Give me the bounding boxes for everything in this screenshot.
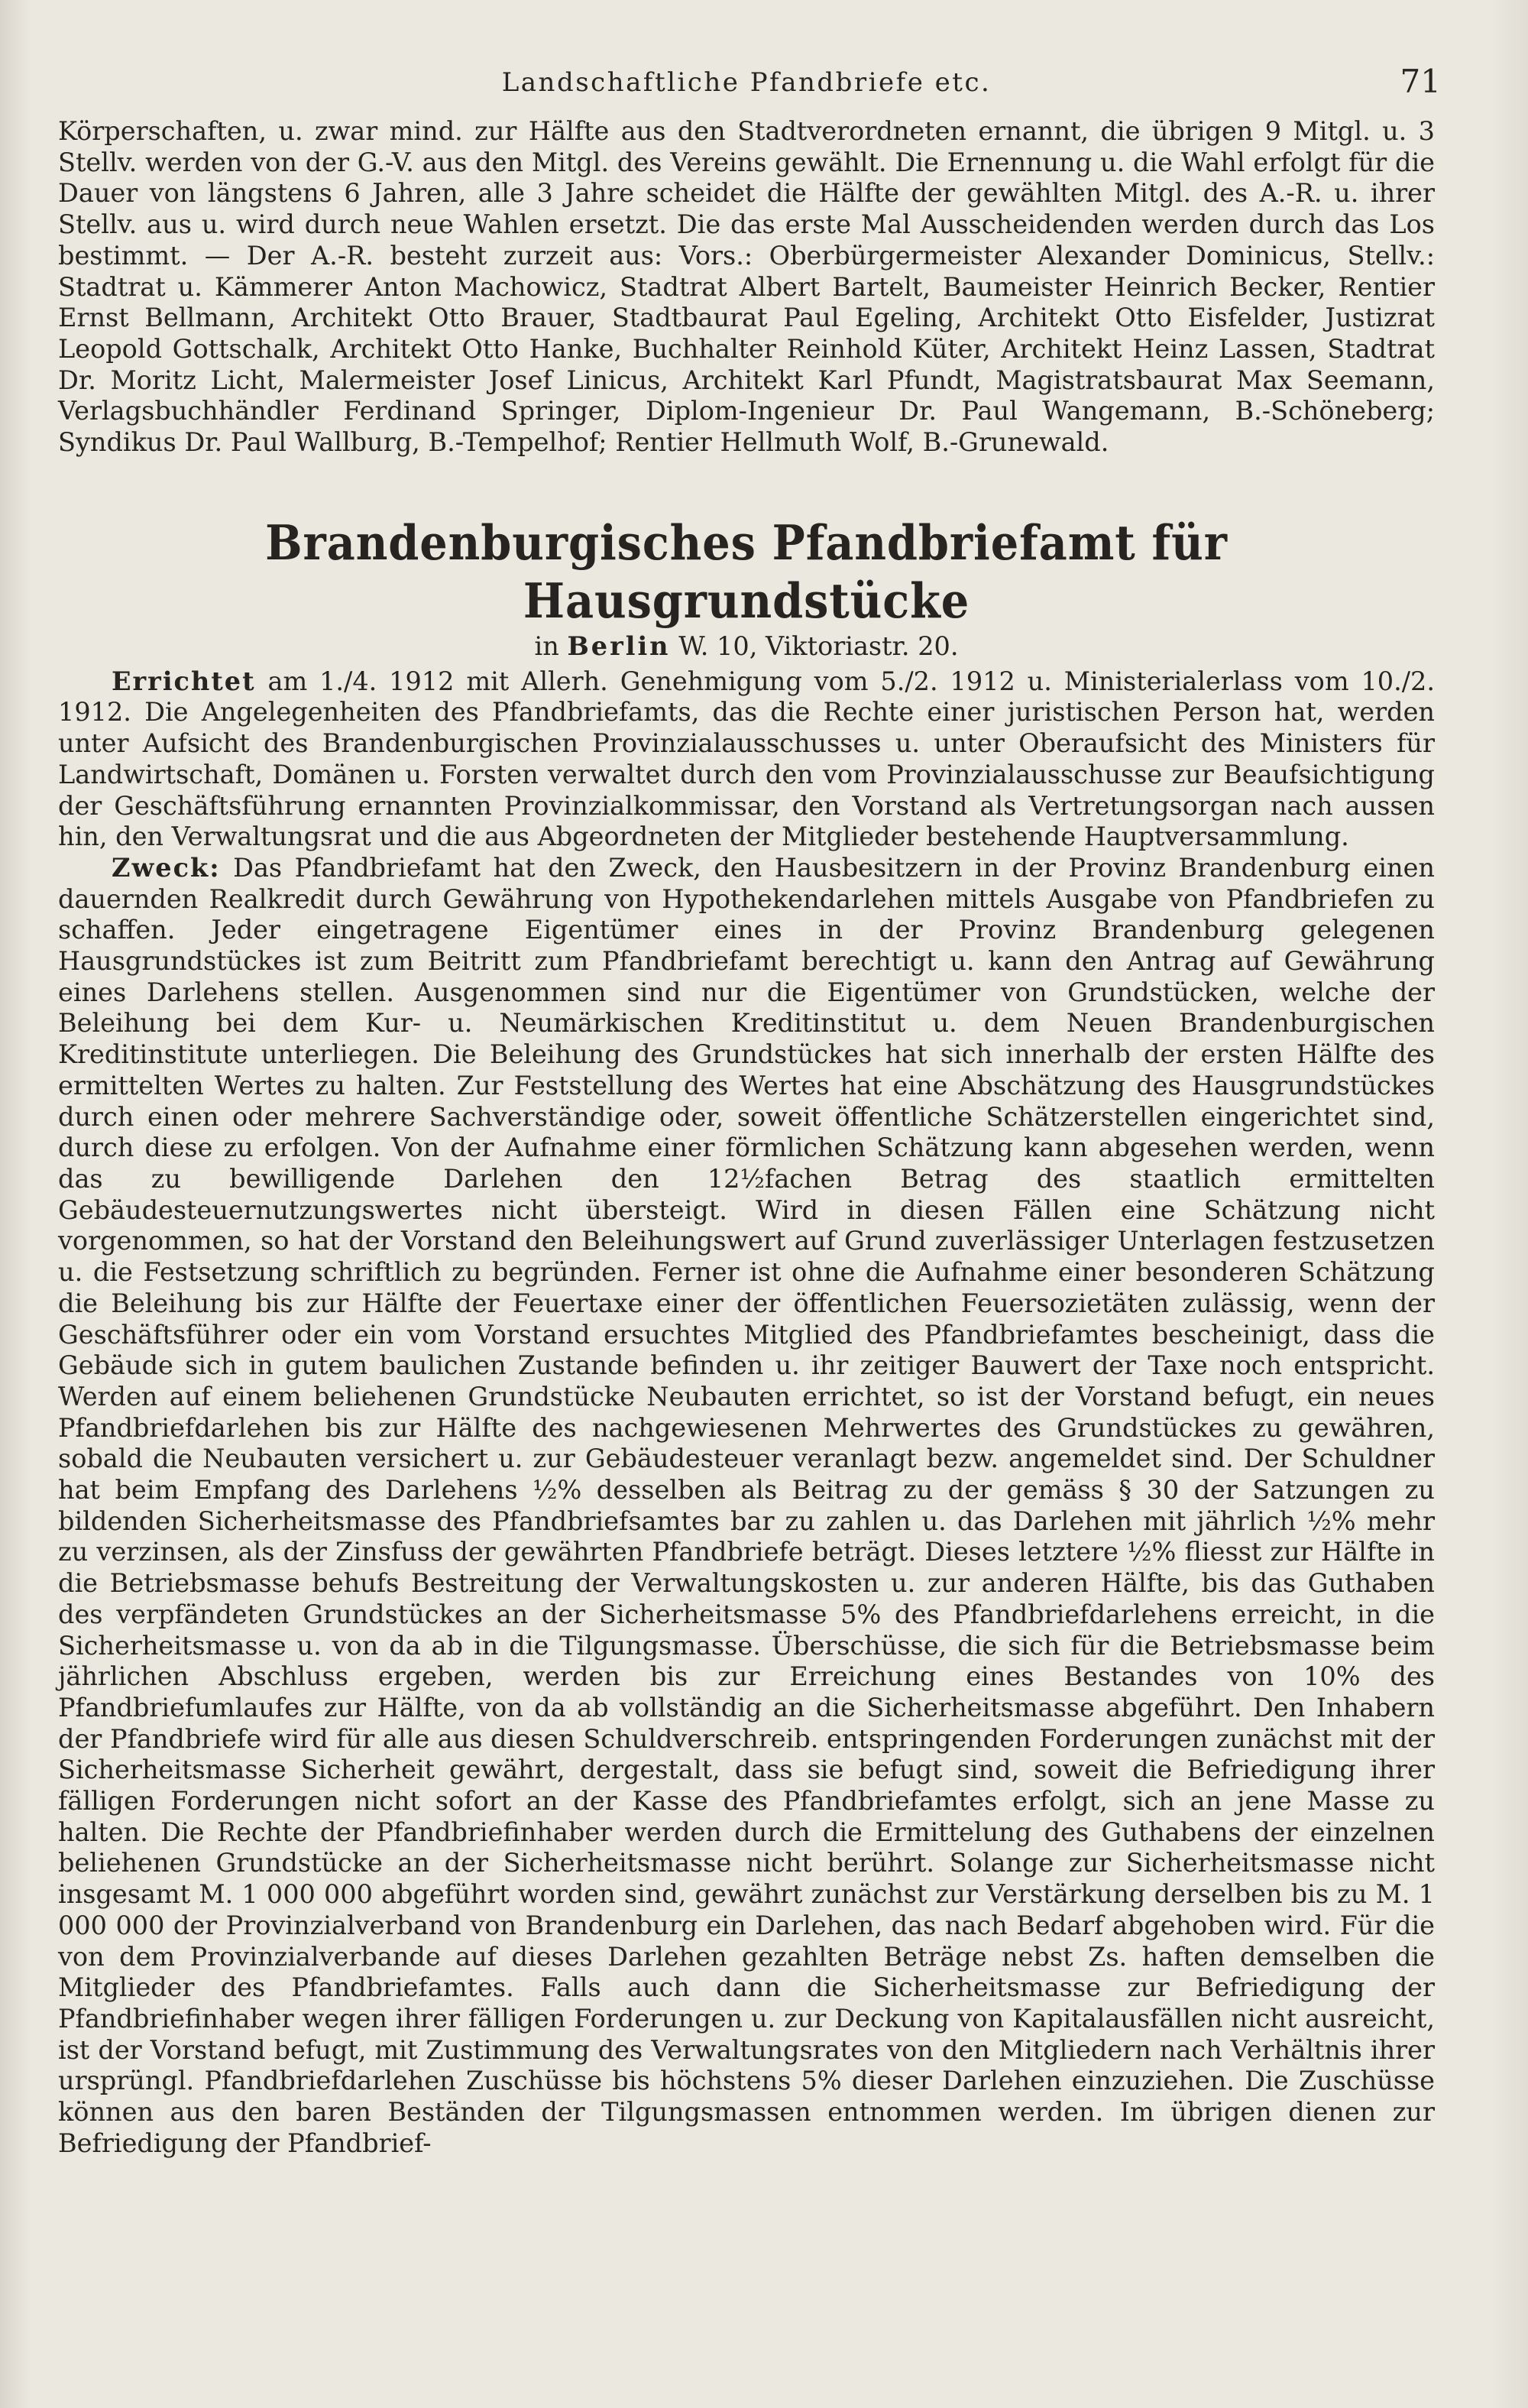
section-spacer [58, 459, 1435, 514]
zweck-label: Zweck: [112, 852, 221, 883]
errichtet-paragraph [58, 666, 1435, 853]
errichtet-label: Errichtet [112, 666, 256, 696]
section-location [58, 630, 1435, 663]
location-city: Berlin [567, 630, 671, 661]
intro-paragraph: Körperschaften, u. zwar mind. zur Hälfte aus den Stadtverordneten ernannt, die übrigen 9 Mitgl. u. 3 Stellv. werden von der G.-V. aus den Mitgl. des Vereins gewählt. Die Ernennung u. die Wahl erfolgt für die Dauer von längstens 6 Jahren, alle 3 Jahre scheidet die Hälfte der gewählten Mitgl. des A.-R. u. ihrer Stellv. aus u. wird durch neue Wahlen ersetzt. Die das erste Mal Ausscheidenden werden durch das Los bestimmt. — Der A.-R. besteht zurzeit aus: Vors.: Oberbürgermeister Alexander Dominicus, Stellv.: Stadtrat u. Kämmerer Anton Machowicz, Stadtrat Albert Bartelt, Baumeister Heinrich Becker, Rentier Ernst Bellmann, Architekt Otto Brauer, Stadtbaurat Paul Egeling, Architekt Otto Eisfelder, Justizrat Leopold Gottschalk, Architekt Otto Hanke, Buchhalter Reinhold Küter, Architekt Heinz Lassen, Stadtrat Dr. Moritz Licht, Malermeister Josef Linicus, Architekt Karl Pfundt, Magistratsbaurat Max Seemann, Verlagsbuchhändler Ferdinand Springer, Diplom-Ingenieur Dr. Paul Wangemann, B.-Schöneberg; Syndikus Dr. Paul Wallburg, B.-Tempelhof; Rentier Hellmuth Wolf, B.-Grunewald. [58, 116, 1435, 458]
location-address: W. 10, Viktoriastr. 20. [678, 630, 959, 661]
zweck-paragraph [58, 853, 1435, 2160]
location-prefix: in [534, 630, 559, 661]
running-title: Landschaftliche Pfandbriefe etc. [501, 67, 992, 98]
running-header [58, 63, 1441, 107]
section-title: Brandenburgisches Pfandbriefamt für Hausgrundstücke [265, 514, 1228, 629]
errichtet-text: am 1./4. 1912 mit Allerh. Genehmigung vom 5./2. 1912 u. Ministerialerlass vom 10./2. 1912. Die Angelegenheiten des Pfandbriefamts, das die Rechte einer juristischen Person hat, werden unter Aufsicht des Brandenburgischen Provinzialausschusses u. unter Oberaufsicht des Ministers für Landwirtschaft, Domänen u. Forsten verwaltet durch den vom Provinzialausschusse zur Beaufsichtigung der Geschäftsführung ernannten Provinzialkommissar, den Vorstand als Vertretungsorgan nach aussen hin, den Verwaltungsrat und die aus Abgeordneten der Mitglieder bestehende Hauptversammlung. [58, 666, 1435, 852]
page-number: 71 [1400, 63, 1441, 100]
zweck-text: Das Pfandbriefamt hat den Zweck, den Hausbesitzern in der Provinz Brandenburg einen dauernden Realkredit durch Gewährung von Hypothekendarlehen mittels Ausgabe von Pfandbriefen zu schaffen. Jeder eingetragene Eigentümer eines in der Provinz Brandenburg gelegenen Hausgrundstückes ist zum Beitritt zum Pfandbriefamt berechtigt u. kann den Antrag auf Gewährung eines Darlehens stellen. Ausgenommen sind nur die Eigentümer von Grundstücken, welche der Beleihung bei dem Kur- u. Neumärkischen Kreditinstitut u. dem Neuen Brandenburgischen Kreditinstitute unterliegen. Die Beleihung des Grundstückes hat sich innerhalb der ersten Hälfte des ermittelten Wertes zu halten. Zur Feststellung des Wertes hat eine Abschätzung des Hausgrundstückes durch einen oder mehrere Sachverständige oder, soweit öffentliche Schätzerstellen eingerichtet sind, durch diese zu erfolgen. Von der Aufnahme einer förmlichen Schätzung kann abgesehen werden, wenn das zu bewilligende Darlehen den 12½fachen Betrag des staatlich ermittelten Gebäudesteuernutzungswertes nicht übersteigt. Wird in diesen Fällen eine Schätzung nicht vorgenommen, so hat der Vorstand den Beleihungswert auf Grund zuverlässiger Unterlagen festzusetzen u. die Festsetzung schriftlich zu begründen. Ferner ist ohne die Aufnahme einer besonderen Schätzung die Beleihung bis zur Hälfte der Feuertaxe einer der öffentlichen Feuersozietäten zulässig, wenn der Geschäftsführer oder ein vom Vorstand ersuchtes Mitglied des Pfandbriefamtes bescheinigt, dass die Gebäude sich in gutem baulichen Zustande befinden u. ihr zeitiger Bauwert der Taxe noch entspricht. Werden auf einem beliehenen Grundstücke Neubauten errichtet, so ist der Vorstand befugt, ein neues Pfandbriefdarlehen bis zur Hälfte des nachgewiesenen Mehrwertes des Grundstückes zu gewähren, sobald die Neubauten versichert u. zur Gebäudesteuer veranlagt bezw. angemeldet sind. Der Schuldner hat beim Empfang des Darlehens ½% desselben als Beitrag zu der gemäss § 30 der Satzungen zu bildenden Sicherheitsmasse des Pfandbriefsamtes bar zu zahlen u. das Darlehen mit jährlich ½% mehr zu verzinsen, als der Zinsfuss der gewährten Pfandbriefe beträgt. Dieses letztere ½% fliesst zur Hälfte in die Betriebsmasse behufs Bestreitung der Verwaltungskosten u. zur anderen Hälfte, bis das Guthaben des verpfändeten Grundstückes an der Sicherheitsmasse 5% des Pfandbriefdarlehens erreicht, in die Sicherheitsmasse u. von da ab in die Tilgungsmasse. Überschüsse, die sich für die Betriebsmasse beim jährlichen Abschluss ergeben, werden bis zur Erreichung eines Bestandes von 10% des Pfandbriefumlaufes zur Hälfte, von da ab vollständig an die Sicherheitsmasse abgeführt. Den Inhabern der Pfandbriefe wird für alle aus diesen Schuldverschreib. entspringenden Forderungen zunächst mit der Sicherheitsmasse Sicherheit gewährt, dergestalt, dass sie befugt sind, soweit die Befriedigung ihrer fälligen Forderungen nicht sofort an der Kasse des Pfandbriefamtes erfolgt, sich an jene Masse zu halten. Die Rechte der Pfandbriefinhaber werden durch die Ermittelung des Guthabens der einzelnen beliehenen Grundstücke an der Sicherheitsmasse nicht berührt. Solange zur Sicherheitsmasse nicht insgesamt M. 1 000 000 abgeführt worden sind, gewährt zunächst zur Verstärkung derselben bis zu M. 1 000 000 der Provinzialverband von Brandenburg ein Darlehen, das nach Bedarf abgehoben wird. Für die von dem Provinzialverbande auf dieses Darlehen gezahlten Beträge nebst Zs. haften demselben die Mitglieder des Pfandbriefamtes. Falls auch dann die Sicherheitsmasse zur Befriedigung der Pfandbriefinhaber wegen ihrer fälligen Forderungen u. zur Deckung von Kapitalausfällen nicht ausreicht, ist der Vorstand befugt, mit Zustimmung des Verwaltungsrates von den Mitgliedern nach Verhältnis ihrer ursprüngl. Pfandbriefdarlehen Zuschüsse bis höchstens 5% dieser Darlehen einzuziehen. Die Zuschüsse können aus den baren Beständen der Tilgungsmassen entnommen werden. Im übrigen dienen zur Befriedigung der Pfandbrief- [58, 852, 1435, 2158]
